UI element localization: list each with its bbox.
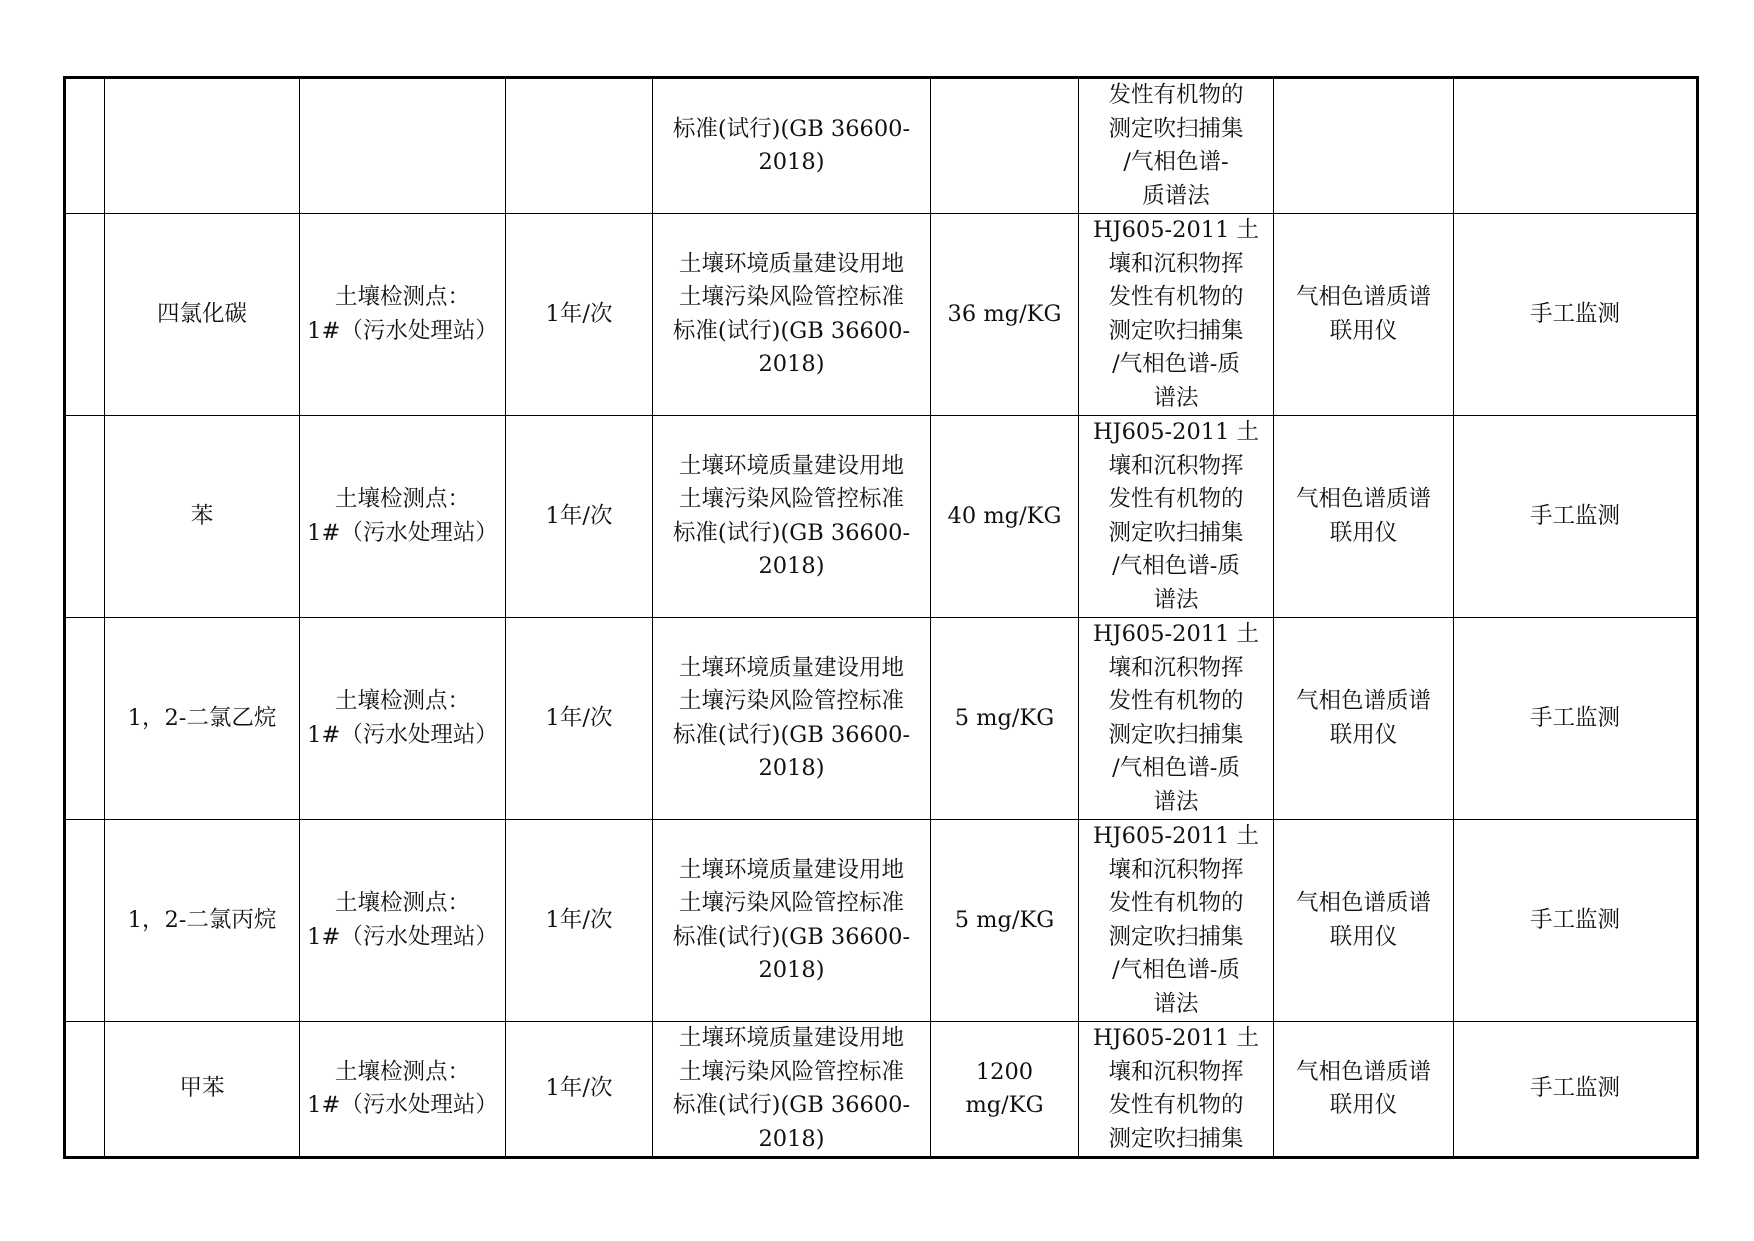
cell-standard-line: 2018) [758, 957, 825, 983]
cell-limit [931, 820, 1079, 1022]
cell-standard-line: 标准(试行)(GB 36600- [672, 923, 911, 950]
cell-method-line: HJ605-2011 土 [1092, 621, 1260, 647]
cell-method [1079, 416, 1274, 618]
cell-method-line: 谱法 [1153, 384, 1199, 411]
cell-standard-line: 2018) [758, 755, 825, 781]
cell-method-line: 壤和沉积物挥 [1108, 1058, 1244, 1085]
cell-instrument [1274, 1022, 1454, 1158]
cell-site-line: 土壤检测点： [334, 688, 470, 714]
cell-method-line: 发性有机物的 [1108, 1092, 1244, 1118]
monitoring-table [63, 76, 1699, 1159]
cell-instrument-line: 气相色谱质谱 [1295, 486, 1431, 512]
cell-category [65, 820, 105, 1022]
cell-method-line: 壤和沉积物挥 [1108, 856, 1244, 883]
cell-instrument-line: 联用仪 [1329, 1092, 1398, 1118]
cell-method [1079, 1022, 1274, 1158]
cell-site-line: 1#（污水处理站） [307, 1092, 498, 1118]
cell-limit-line: 1200 [975, 1058, 1034, 1085]
cell-method-line: /气相色谱-质 [1112, 957, 1240, 983]
cell-standard-line: 土壤污染风险管控标准 [678, 1058, 904, 1085]
cell-limit-line: mg/KG [965, 1092, 1044, 1118]
cell-method-line: 壤和沉积物挥 [1108, 250, 1244, 277]
cell-limit [931, 1022, 1079, 1158]
table-row [65, 78, 1698, 214]
cell-frequency [506, 78, 653, 214]
cell-method-line: HJ605-2011 土 [1092, 419, 1260, 445]
cell-item: 四氯化碳 [105, 214, 300, 416]
cell-standard-line: 2018) [758, 351, 825, 377]
cell-standard-line: 标准(试行)(GB 36600- [672, 1092, 911, 1118]
cell-method-line: HJ605-2011 土 [1092, 823, 1260, 849]
cell-item: 1，2-二氯丙烷 [105, 820, 300, 1022]
cell-method-line: 质谱法 [1142, 182, 1210, 209]
cell-standard-line: 土壤污染风险管控标准 [678, 486, 904, 512]
cell-method [1079, 618, 1274, 820]
cell-method-line: 发性有机物的 [1108, 284, 1244, 310]
cell-site-line: 1#（污水处理站） [307, 317, 498, 344]
cell-site [300, 618, 506, 820]
cell-standard-line: 土壤污染风险管控标准 [678, 688, 904, 714]
cell-item: 1，2-二氯乙烷 [105, 618, 300, 820]
cell-method-line: 测定吹扫捕集 [1108, 721, 1244, 748]
cell-site-line: 土壤检测点： [334, 486, 470, 512]
cell-method-line: 测定吹扫捕集 [1108, 317, 1244, 344]
cell-method-line: /气相色谱-质 [1112, 351, 1240, 377]
cell-instrument-line: 气相色谱质谱 [1295, 890, 1431, 916]
cell-instrument-line: 气相色谱质谱 [1295, 1058, 1431, 1085]
cell-standard-line: 土壤污染风险管控标准 [678, 284, 904, 310]
cell-instrument [1274, 820, 1454, 1022]
cell-standard-line: 土壤污染风险管控标准 [678, 890, 904, 916]
cell-mode [1454, 78, 1698, 214]
cell-method-line: /气相色谱-质 [1112, 755, 1240, 781]
cell-standard [653, 618, 931, 820]
table-body [65, 78, 1698, 1158]
cell-standard-line: 土壤环境质量建设用地 [678, 654, 904, 681]
cell-method-line: 测定吹扫捕集 [1108, 519, 1244, 546]
cell-limit-line: 5 mg/KG [954, 704, 1055, 731]
cell-mode: 手工监测 [1454, 820, 1698, 1022]
table-row [65, 820, 1698, 1022]
cell-site-line: 1#（污水处理站） [307, 519, 498, 546]
cell-standard [653, 78, 931, 214]
cell-standard-line: 土壤环境质量建设用地 [678, 452, 904, 479]
cell-standard-line: 2018) [758, 1125, 825, 1152]
cell-mode: 手工监测 [1454, 416, 1698, 618]
cell-standard [653, 820, 931, 1022]
cell-site [300, 1022, 506, 1158]
cell-instrument-line: 联用仪 [1329, 519, 1398, 546]
cell-standard-line: 标准(试行)(GB 36600- [672, 115, 911, 142]
cell-method-line: 发性有机物的 [1108, 890, 1244, 916]
cell-standard-line: 2018) [758, 553, 825, 579]
cell-item [105, 78, 300, 214]
cell-category [65, 416, 105, 618]
cell-standard [653, 214, 931, 416]
cell-category [65, 1022, 105, 1158]
cell-site-line: 土壤检测点： [334, 1058, 470, 1085]
cell-frequency: 1年/次 [506, 820, 653, 1022]
cell-standard-line: 土壤环境质量建设用地 [678, 1025, 904, 1051]
cell-standard-line: 土壤环境质量建设用地 [678, 250, 904, 277]
cell-method-line: 谱法 [1153, 990, 1199, 1017]
table-row [65, 214, 1698, 416]
cell-method-line: 壤和沉积物挥 [1108, 654, 1244, 681]
cell-instrument-line: 气相色谱质谱 [1295, 284, 1431, 310]
cell-standard [653, 416, 931, 618]
cell-instrument [1274, 618, 1454, 820]
cell-standard [653, 1022, 931, 1158]
cell-item: 甲苯 [105, 1022, 300, 1158]
cell-category [65, 618, 105, 820]
cell-method-line: 壤和沉积物挥 [1108, 452, 1244, 479]
cell-frequency: 1年/次 [506, 618, 653, 820]
cell-mode: 手工监测 [1454, 618, 1698, 820]
cell-method-line: 发性有机物的 [1108, 486, 1244, 512]
table-row [65, 618, 1698, 820]
cell-site [300, 214, 506, 416]
cell-frequency: 1年/次 [506, 1022, 653, 1158]
cell-category [65, 214, 105, 416]
cell-instrument-line: 气相色谱质谱 [1295, 688, 1431, 714]
cell-method-line: 发性有机物的 [1108, 82, 1244, 108]
cell-method-line: 谱法 [1153, 788, 1199, 815]
cell-limit [931, 78, 1079, 214]
cell-site-line: 1#（污水处理站） [307, 923, 498, 950]
cell-instrument [1274, 214, 1454, 416]
cell-method-line: 测定吹扫捕集 [1108, 1125, 1244, 1152]
cell-method-line: 发性有机物的 [1108, 688, 1244, 714]
cell-method-line: 测定吹扫捕集 [1108, 923, 1244, 950]
cell-limit [931, 416, 1079, 618]
cell-limit [931, 618, 1079, 820]
cell-method-line: 谱法 [1153, 586, 1199, 613]
cell-site-line: 1#（污水处理站） [307, 721, 498, 748]
cell-limit-line: 36 mg/KG [947, 300, 1062, 327]
cell-site-line: 土壤检测点： [334, 890, 470, 916]
cell-site-line: 土壤检测点： [334, 284, 470, 310]
cell-method-line: HJ605-2011 土 [1092, 217, 1260, 243]
cell-mode: 手工监测 [1454, 214, 1698, 416]
cell-instrument [1274, 416, 1454, 618]
cell-limit [931, 214, 1079, 416]
cell-site [300, 78, 506, 214]
cell-category [65, 78, 105, 214]
cell-method-line: /气相色谱-质 [1112, 553, 1240, 579]
cell-method-line: HJ605-2011 土 [1092, 1025, 1260, 1051]
cell-method [1079, 214, 1274, 416]
cell-standard-line: 土壤环境质量建设用地 [678, 856, 904, 883]
cell-frequency: 1年/次 [506, 214, 653, 416]
cell-instrument-line: 联用仪 [1329, 721, 1398, 748]
cell-item: 苯 [105, 416, 300, 618]
cell-standard-line: 2018) [758, 149, 825, 175]
table-row [65, 1022, 1698, 1158]
cell-mode: 手工监测 [1454, 1022, 1698, 1158]
cell-site [300, 416, 506, 618]
cell-method [1079, 78, 1274, 214]
table-row [65, 416, 1698, 618]
cell-instrument-line: 联用仪 [1329, 317, 1398, 344]
cell-method-line: /气相色谱- [1123, 149, 1229, 175]
cell-method [1079, 820, 1274, 1022]
cell-limit-line: 5 mg/KG [954, 906, 1055, 933]
cell-limit-line: 40 mg/KG [947, 502, 1062, 529]
cell-standard-line: 标准(试行)(GB 36600- [672, 519, 911, 546]
cell-frequency: 1年/次 [506, 416, 653, 618]
cell-standard-line: 标准(试行)(GB 36600- [672, 721, 911, 748]
cell-instrument-line: 联用仪 [1329, 923, 1398, 950]
cell-standard-line: 标准(试行)(GB 36600- [672, 317, 911, 344]
cell-instrument [1274, 78, 1454, 214]
cell-method-line: 测定吹扫捕集 [1108, 115, 1244, 142]
cell-site [300, 820, 506, 1022]
